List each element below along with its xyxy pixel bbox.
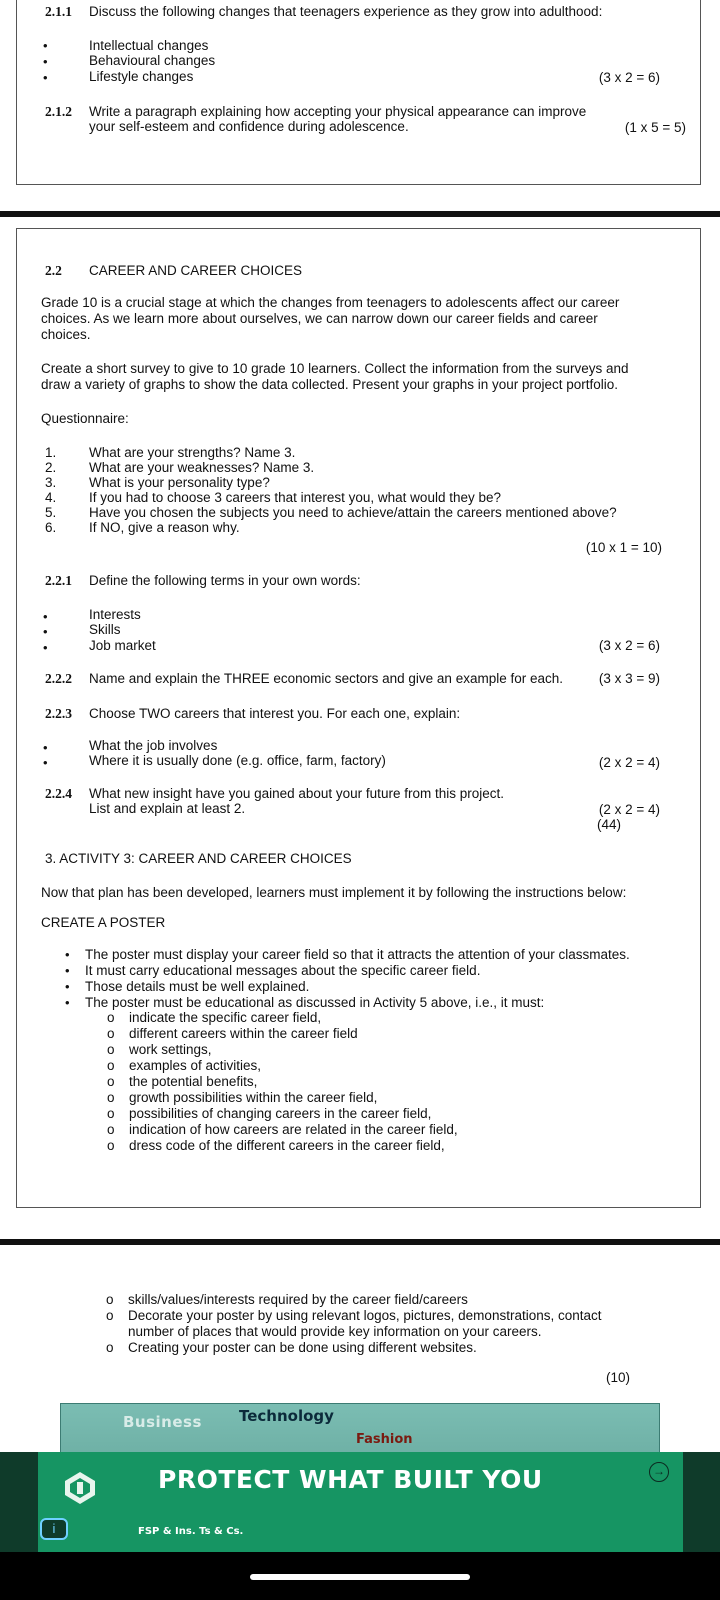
career-words-image	[60, 1403, 660, 1453]
questionnaire-label: Questionnaire:	[41, 411, 129, 426]
list-item: Job market	[89, 638, 156, 653]
marks: (3 x 3 = 9)	[598, 671, 660, 686]
paragraph-line: Create a short survey to give to 10 grade 10 learners. Collect the information from the surveys and	[41, 361, 629, 376]
paragraph-line: choices.	[41, 327, 91, 342]
sub-list-item: o the potential benefits,	[107, 1074, 258, 1089]
sub-list-item: o skills/values/interests required by the career field/careers	[106, 1292, 468, 1307]
bullet: •	[43, 54, 48, 69]
ad-frame	[683, 1452, 720, 1552]
image-word: Business	[123, 1413, 202, 1431]
question-2-1-2: 2.1.2 Write a paragraph explaining how accepting your physical appearance can improve	[45, 104, 587, 119]
sub-list-item: o different careers within the career field	[107, 1026, 358, 1041]
activity-intro: Now that plan has been developed, learners must implement it by following the instructions below:	[41, 885, 627, 900]
sub-list-item: o indicate the specific career field,	[107, 1010, 322, 1025]
info-icon[interactable]: i	[40, 1518, 68, 1540]
questionnaire-item: 6. If NO, give a reason why.	[45, 520, 240, 535]
list-item: It must carry educational messages about the specific career field.	[85, 963, 481, 978]
question-2-2-1: 2.2.1 Define the following terms in your own words:	[45, 573, 361, 588]
circle-bullet: o	[106, 1308, 114, 1323]
circle-bullet: o	[107, 1058, 115, 1073]
circle-bullet: o	[107, 1106, 115, 1121]
circle-bullet: o	[107, 1042, 115, 1057]
circle-bullet: o	[107, 1026, 115, 1041]
section-total: (44)	[597, 817, 622, 832]
bullet: •	[43, 640, 48, 655]
sub-list-item: o dress code of the different careers in the career field,	[107, 1138, 445, 1153]
circle-bullet: o	[107, 1010, 115, 1025]
bullet: •	[43, 38, 48, 53]
questionnaire-item: 2. What are your weaknesses? Name 3.	[45, 460, 315, 475]
arrow-right-circle-icon[interactable]: →	[649, 1462, 669, 1482]
bullet: •	[65, 979, 70, 994]
list-item: Where it is usually done (e.g. office, farm, factory)	[89, 753, 386, 768]
list-item: What the job involves	[89, 738, 218, 753]
circle-bullet: o	[107, 1074, 115, 1089]
ad-disclaimer: FSP & Ins. Ts & Cs.	[138, 1526, 244, 1537]
question-2-2-2: 2.2.2 Name and explain the THREE economic sectors and give an example for each.	[45, 671, 564, 686]
marks: (2 x 2 = 4)	[598, 802, 660, 817]
activity-heading: 3. ACTIVITY 3: CAREER AND CAREER CHOICES	[45, 851, 352, 866]
list-item: Skills	[89, 622, 121, 637]
question-2-2-4: 2.2.4 What new insight have you gained about your future from this project.	[45, 786, 504, 801]
image-word: Technology	[239, 1407, 334, 1425]
home-gesture-bar[interactable]	[250, 1574, 470, 1580]
marks: (3 x 2 = 6)	[598, 70, 660, 85]
ad-headline: PROTECT WHAT BUILT YOU	[158, 1465, 543, 1494]
sub-list-item-cont: number of places that would provide key information on your careers.	[128, 1324, 542, 1339]
paragraph-line: draw a variety of graphs to show the data collected. Present your graphs in your project portfolio.	[41, 377, 619, 392]
page-separator	[0, 211, 720, 217]
document-page	[16, 228, 701, 1208]
brand-logo-icon	[62, 1470, 98, 1506]
sub-list-item: o possibilities of changing careers in the career field,	[107, 1106, 432, 1121]
bullet: •	[65, 963, 70, 978]
section-heading-2-2: 2.2 CAREER AND CAREER CHOICES	[45, 263, 303, 278]
bullet: •	[65, 995, 70, 1010]
circle-bullet: o	[107, 1090, 115, 1105]
questionnaire-item: 1. What are your strengths? Name 3.	[45, 445, 296, 460]
questionnaire-item: 5. Have you chosen the subjects you need to achieve/attain the careers mentioned above?	[45, 505, 617, 520]
circle-bullet: o	[106, 1292, 114, 1307]
circle-bullet: o	[107, 1138, 115, 1153]
bullet: •	[65, 947, 70, 962]
sub-list-item: o indication of how careers are related in the career field,	[107, 1122, 458, 1137]
sub-list-item: o Creating your poster can be done using different websites.	[106, 1340, 477, 1355]
bullet: •	[43, 740, 48, 755]
sub-list-item: o growth possibilities within the career field,	[107, 1090, 378, 1105]
list-item: Lifestyle changes	[89, 69, 194, 84]
bullet: •	[43, 609, 48, 624]
activity-subtitle: CREATE A POSTER	[41, 915, 166, 930]
advertisement-banner[interactable]	[38, 1452, 683, 1552]
questionnaire-item: 4. If you had to choose 3 careers that interest you, what would they be?	[45, 490, 502, 505]
image-word: Fashion	[356, 1432, 413, 1447]
bullet: •	[43, 624, 48, 639]
question-2-2-3: 2.2.3 Choose TWO careers that interest you. For each one, explain:	[45, 706, 461, 721]
marks: (3 x 2 = 6)	[598, 638, 660, 653]
paragraph-line: Grade 10 is a crucial stage at which the changes from teenagers to adolescents affect our career	[41, 295, 620, 310]
list-item: Intellectual changes	[89, 38, 209, 53]
circle-bullet: o	[107, 1122, 115, 1137]
bullet: •	[43, 70, 48, 85]
marks: (10 x 1 = 10)	[585, 540, 662, 555]
paragraph-line: choices. As we learn more about ourselves, we can narrow down our career fields and career	[41, 311, 598, 326]
bullet: •	[43, 755, 48, 770]
marks: (2 x 2 = 4)	[598, 755, 660, 770]
marks: (1 x 5 = 5)	[624, 120, 686, 135]
list-item: Interests	[89, 607, 141, 622]
questionnaire-item: 3. What is your personality type?	[45, 475, 270, 490]
marks: (10)	[606, 1370, 631, 1385]
ad-frame	[0, 1452, 38, 1552]
sub-list-item: o examples of activities,	[107, 1058, 262, 1073]
list-item: Those details must be well explained.	[85, 979, 310, 994]
question-text: your self-esteem and confidence during adolescence.	[89, 119, 409, 134]
sub-list-item: o Decorate your poster by using relevant logos, pictures, demonstrations, contact	[106, 1308, 602, 1323]
list-item: Behavioural changes	[89, 53, 216, 68]
circle-bullet: o	[106, 1340, 114, 1355]
sub-list-item: o work settings,	[107, 1042, 212, 1057]
list-item: The poster must be educational as discussed in Activity 5 above, i.e., it must:	[85, 995, 545, 1010]
list-item: The poster must display your career field so that it attracts the attention of your classmates.	[85, 947, 630, 962]
page-separator	[0, 1239, 720, 1245]
question-2-1-1: 2.1.1 Discuss the following changes that teenagers experience as they grow into adulthood:	[45, 4, 603, 19]
question-text: List and explain at least 2.	[89, 801, 246, 816]
document-page-top	[16, 0, 701, 185]
